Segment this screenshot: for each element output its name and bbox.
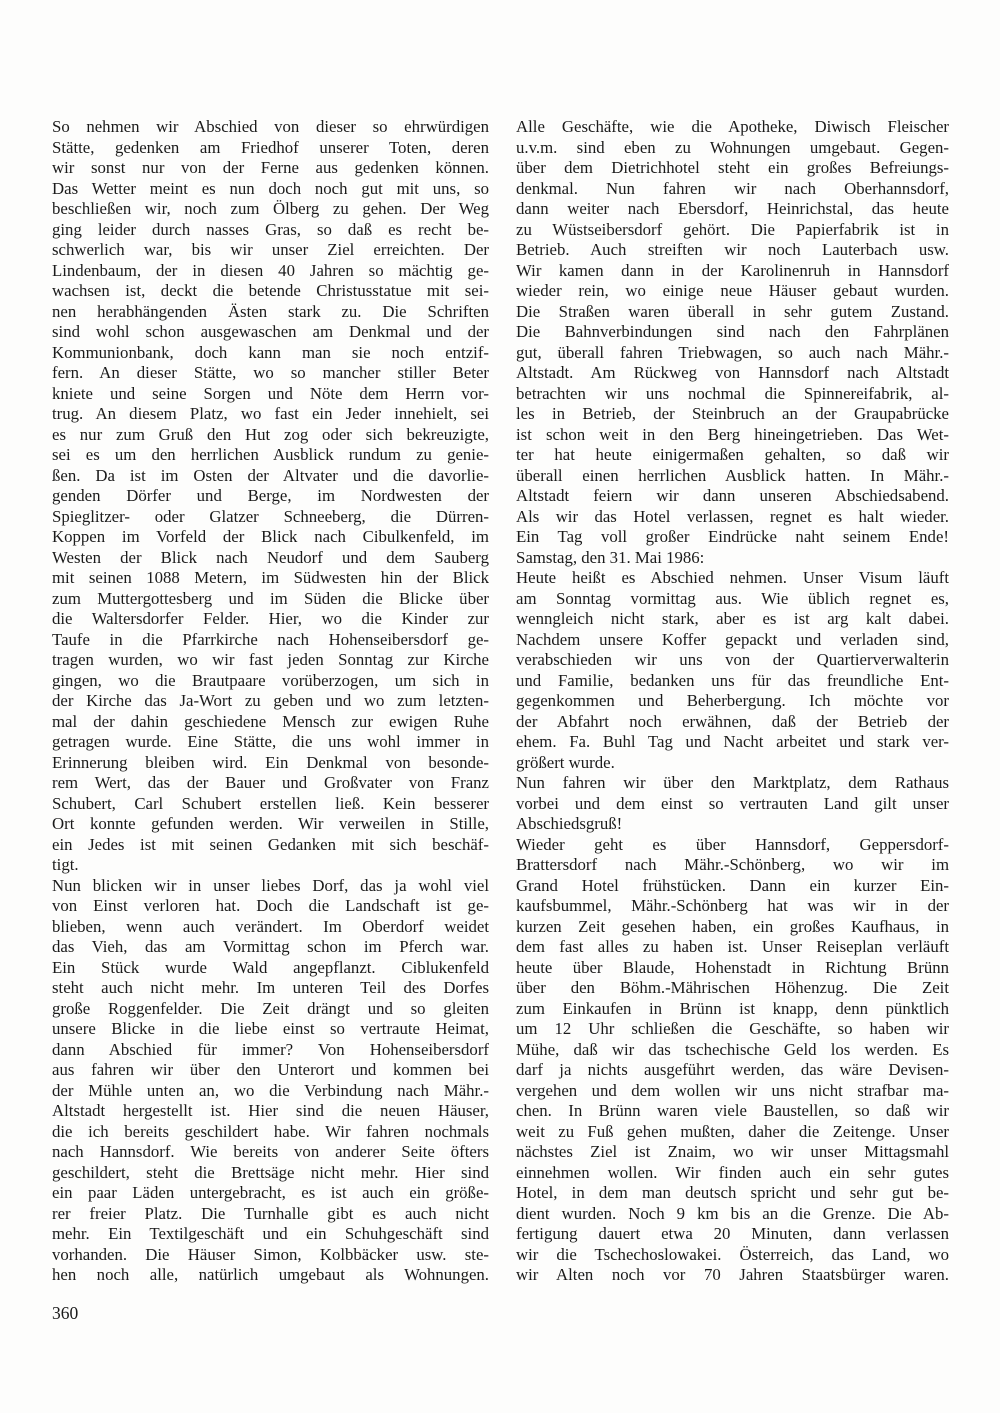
text-line: heute über Blaude, Hohenstadt in Richtung Brünn: [516, 957, 949, 977]
text-line: es nur zum Gruß den Hut zog oder sich bekreuzigte,: [52, 424, 489, 444]
text-line: dann weiter nach Ebersdorf, Heinrichstal, das heute: [516, 199, 949, 218]
text-line: trug. An diesem Platz, wo fast ein Jeder innehielt, sei: [52, 404, 489, 423]
text-line: fertigung dauert etwa 20 Minuten, dann verlassen: [516, 1224, 949, 1243]
text-line: rem Wert, das der Bauer und Großvater von Franz: [52, 773, 489, 792]
text-line: Ort konnte gefunden werden. Wir verweilen in Stille,: [52, 814, 489, 833]
text-line: der Kirche das Ja-Wort zu geben und wo zum letzten-: [52, 691, 489, 710]
text-line: Nachdem unsere Koffer gepackt und verladen sind,: [516, 629, 949, 649]
right-column: [516, 117, 949, 1286]
text-line: Westen der Blick nach Neudorf und dem Sauberg: [52, 547, 489, 567]
text-line: die ich bereits geschildert habe. Wir fahren nochmals: [52, 1121, 489, 1141]
text-line: Als wir das Hotel verlassen, regnet es halt wieder.: [516, 506, 949, 526]
text-line: ßen. Da ist im Osten der Altvater und die davorlie-: [52, 465, 489, 485]
text-line: blieben, wenn auch verändert. Im Oberdorf weidet: [52, 916, 489, 936]
text-line: ehem. Fa. Buhl Tag und Nacht arbeitet und stark ver-: [516, 732, 949, 751]
text-line: aus fahren wir über den Unterort und kommen bei: [52, 1060, 489, 1079]
text-line: mit seinen 1088 Metern, im Südwesten hin der Blick: [52, 568, 489, 587]
text-line: tragen wurden, wo wir fast jeden Sonntag zur Kirche: [52, 650, 489, 669]
text-line: am Sonntag vormittag aus. Wie üblich regnet es,: [516, 588, 949, 608]
text-line: Die Bahnverbindungen sind nach den Fahrplänen: [516, 322, 949, 341]
text-line: kniete und seine Sorgen und Nöte dem Herrn vor-: [52, 383, 489, 403]
text-line: Brattersdorf nach Mähr.-Schönberg, wo wir im: [516, 855, 949, 874]
text-line: wachsen ist, deckt die betende Christusstatue mit sei-: [52, 281, 489, 300]
text-line: Altstadt feiern wir dann unseren Abschiedsabend.: [516, 486, 949, 505]
text-line: beschließen wir, noch zum Ölberg zu gehen. Der Weg: [52, 199, 489, 218]
text-line: u.v.m. sind eben zu Wohnungen umgebaut. Gegen-: [516, 137, 949, 157]
text-line: Betrieb. Auch streiften wir noch Lauterbach usw.: [516, 240, 949, 259]
text-line: Hotel, in dem man deutsch spricht und sehr gut be-: [516, 1183, 949, 1202]
text-line: Samstag, den 31. Mai 1986:: [516, 547, 705, 567]
text-line: denkmal. Nun fahren wir nach Oberhannsdorf,: [516, 178, 949, 198]
text-line: dem fast alles zu haben ist. Unser Reiseplan verläuft: [516, 937, 949, 956]
text-line: Schubert, Carl Schubert erstellen ließ. Kein besserer: [52, 793, 489, 813]
text-line: zum Einkaufen in Brünn ist knapp, denn pünktlich: [516, 998, 949, 1018]
text-line: vorbei und dem einst so vertrauten Land gilt unser: [516, 793, 949, 813]
text-line: hen noch alle, natürlich umgebaut als Wohnungen.: [52, 1265, 489, 1284]
text-line: gut, überall fahren Triebwagen, so auch nach Mähr.-: [516, 342, 949, 362]
text-line: Ein Tag voll großer Eindrücke naht seinem Ende!: [516, 527, 949, 546]
text-line: Ein Stück wurde Wald angepflanzt. Ciblukenfeld: [52, 957, 489, 977]
text-line: größert wurde.: [516, 752, 615, 772]
text-line: kurzen Zeit gesehen haben, ein großes Kaufhaus, in: [516, 916, 949, 936]
text-line: wenngleich nicht stark, aber es ist arg kalt dabei.: [516, 609, 949, 628]
text-line: ein Jedes ist mit seinen Gedanken mit sich beschäf-: [52, 834, 489, 854]
text-line: Mühe, daß wir das tschechische Geld los werden. Es: [516, 1039, 949, 1059]
text-line: zu Wüstseibersdorf gehört. Die Papierfabrik ist in: [516, 219, 949, 239]
text-line: sei es um den herrlichen Ausblick rundum zu genie-: [52, 445, 489, 464]
text-line: darf ja nichts ausgeführt werden, das wäre Devisen-: [516, 1060, 949, 1079]
text-line: Altstadt hergestellt ist. Hier sind die neuen Häuser,: [52, 1101, 489, 1120]
text-line: gingen, wo die Brautpaare vorüberzogen, um sich in: [52, 670, 489, 690]
text-line: wir Alten noch vor 70 Jahren Staatsbürger waren.: [516, 1265, 949, 1284]
text-line: So nehmen wir Abschied von dieser so ehrwürdigen: [52, 117, 489, 136]
text-line: von Einst verloren hat. Doch die Landschaft ist ge-: [52, 896, 489, 915]
text-line: gegenkommen und Beherbergung. Ich möchte vor: [516, 691, 949, 710]
text-line: tigt.: [52, 855, 79, 874]
text-line: über dem Dietrichhotel steht ein großes Befreiungs-: [516, 158, 949, 177]
text-line: Alle Geschäfte, wie die Apotheke, Diwisch Fleischer: [516, 117, 949, 136]
text-line: betrachten wir uns nochmal die Spinnereifabrik, al-: [516, 383, 949, 403]
text-line: les in Betrieb, der Steinbruch an der Graupabrücke: [516, 404, 949, 423]
text-line: ter hat heute einigermaßen gehalten, so daß wir: [516, 445, 949, 464]
text-line: genden Dörfer und Berge, im Nordwesten der: [52, 486, 489, 505]
text-line: wir sonst nur von der Ferne aus gedenken können.: [52, 158, 489, 177]
text-line: weit zu Fuß gehen mußten, daher die Zeitenge. Unser: [516, 1121, 949, 1141]
text-line: ging leider durch nasses Gras, so daß es recht be-: [52, 219, 489, 239]
text-line: dient wurden. Noch 9 km bis an die Grenze. Die Ab-: [516, 1203, 949, 1223]
text-line: Kommunionbank, doch kann man sie noch entzif-: [52, 342, 489, 362]
text-line: Erinnerung bleiben wird. Ein Denkmal von besonde-: [52, 752, 489, 772]
text-line: Taufe in die Pfarrkirche nach Hohenseibersdorf ge-: [52, 629, 489, 649]
text-line: der Abfahrt noch erwähnen, daß der Betrieb der: [516, 711, 949, 731]
text-line: Nun blicken wir in unser liebes Dorf, das ja wohl viel: [52, 875, 489, 895]
text-line: getragen wurde. Eine Stätte, die uns wohl immer in: [52, 732, 489, 751]
text-line: schwerlich war, bis wir unser Ziel erreichten. Der: [52, 240, 489, 259]
text-line: Heute heißt es Abschied nehmen. Unser Visum läuft: [516, 568, 949, 587]
text-line: dann Abschied für immer? Von Hohenseibersdorf: [52, 1039, 489, 1059]
text-line: geschildert, steht die Brettsäge nicht mehr. Hier sind: [52, 1162, 489, 1182]
text-line: und Familie, bedanken uns für das freundliche Ent-: [516, 670, 949, 690]
text-line: wir die Tschechoslowakei. Österreich, das Land, wo: [516, 1244, 949, 1264]
text-line: nach Hannsdorf. Wie bereits von anderer Seite öfters: [52, 1142, 489, 1161]
text-line: Lindenbaum, der in diesen 40 Jahren so mächtig ge-: [52, 260, 489, 280]
text-line: Die Straßen waren überall in sehr gutem Zustand.: [516, 301, 949, 321]
text-line: nen herabhängenden Ästen stark zu. Die Schriften: [52, 301, 489, 321]
text-line: mal der dahin geschiedene Mensch zur ewigen Ruhe: [52, 711, 489, 731]
text-line: die Waltersdorfer Felder. Hier, wo die Kinder zur: [52, 609, 489, 628]
text-line: vorhanden. Die Häuser Simon, Kolbbäcker usw. ste-: [52, 1244, 489, 1264]
text-line: verabschieden wir uns von der Quartierverwalterin: [516, 650, 949, 669]
text-line: Stätte, gedenken am Friedhof unserer Toten, deren: [52, 137, 489, 157]
text-line: Altstadt. Am Rückweg von Hannsdorf nach Altstadt: [516, 363, 949, 382]
text-line: zum Muttergottesberg und im Süden die Blicke über: [52, 588, 489, 608]
text-line: Wieder geht es über Hannsdorf, Geppersdorf-: [516, 834, 949, 854]
text-line: überall einen herrlichen Ausblick hatten. In Mähr.-: [516, 465, 949, 485]
text-line: Wir kamen dann in der Karolinenruh in Hannsdorf: [516, 260, 949, 280]
text-line: vergehen und dem wollen wir uns nicht strafbar ma-: [516, 1080, 949, 1100]
left-column: [52, 117, 489, 1286]
text-line: Nun fahren wir über den Marktplatz, dem Rathaus: [516, 773, 949, 792]
text-line: Spieglitzer- oder Glatzer Schneeberg, die Dürren-: [52, 506, 489, 526]
text-line: einnehmen wollen. Wir finden auch ein sehr gutes: [516, 1162, 949, 1182]
page-number: 360: [52, 1303, 79, 1323]
text-line: Koppen im Vorfeld der Blick nach Cibulkenfeld, im: [52, 527, 489, 546]
text-line: über den Böhm.-Mährischen Höhenzug. Die Zeit: [516, 978, 949, 997]
text-line: ein paar Läden untergebracht, es ist auch ein größe-: [52, 1183, 489, 1202]
text-line: der Mühle unten an, wo die Verbindung nach Mähr.-: [52, 1080, 489, 1100]
text-line: das Vieh, das am Vormittag schon im Pferch war.: [52, 937, 489, 956]
text-line: mehr. Ein Textilgeschäft und ein Schuhgeschäft sind: [52, 1224, 489, 1243]
text-line: um 12 Uhr schließen die Geschäfte, so haben wir: [516, 1019, 949, 1038]
text-line: unsere Blicke in die liebe einst so vertraute Heimat,: [52, 1019, 489, 1038]
text-line: Abschiedsgruß!: [516, 814, 623, 833]
text-line: sind wohl schon ausgewaschen am Denkmal und der: [52, 322, 489, 341]
text-columns: [52, 117, 949, 1286]
text-line: Das Wetter meint es nun doch noch gut mit uns, so: [52, 178, 489, 198]
text-line: große Roggenfelder. Die Zeit drängt und so gleiten: [52, 998, 489, 1018]
text-line: steht auch nicht mehr. Im unteren Teil des Dorfes: [52, 978, 489, 997]
text-line: rer freier Platz. Die Turnhalle gibt es auch nicht: [52, 1203, 489, 1223]
text-line: ist schon weit in den Berg hineingetrieben. Das Wet-: [516, 424, 949, 444]
text-line: Grand Hotel frühstücken. Dann ein kurzer Ein-: [516, 875, 949, 895]
text-line: chen. In Brünn waren viele Baustellen, so daß wir: [516, 1101, 949, 1120]
text-line: fern. An dieser Stätte, wo so mancher stiller Beter: [52, 363, 489, 382]
text-line: wieder rein, wo einige neue Häuser gebaut wurden.: [516, 281, 949, 300]
text-line: kaufsbummel, Mähr.-Schönberg hat was wir in der: [516, 896, 949, 915]
text-line: nächstes Ziel ist Znaim, wo wir unser Mittagsmahl: [516, 1142, 949, 1161]
